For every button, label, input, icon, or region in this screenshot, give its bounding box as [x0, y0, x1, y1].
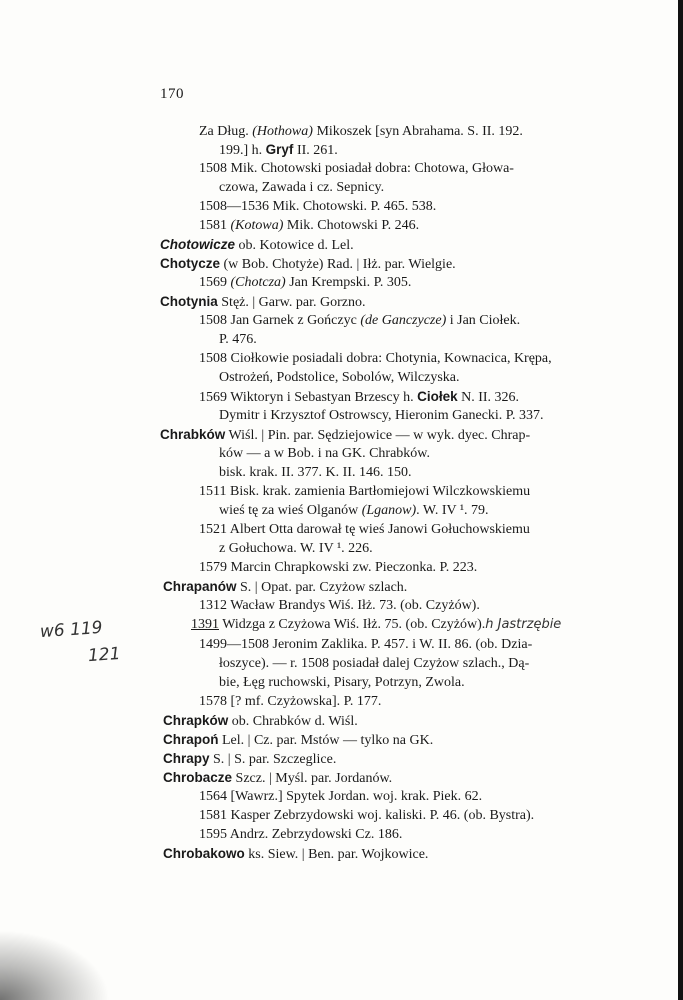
text-line [163, 578, 407, 597]
entry-text: 1508—1536 Mik. Chotowski. P. 465. 538. [199, 199, 437, 214]
entry-text: Mikoszek [syn Abrahama. S. II. 192. [312, 124, 523, 139]
entry-text: bie, Łęg ruchowski, Pisary, Potrzyn, Zwola. [219, 675, 465, 690]
entry-text: S. | Opat. par. Czyżow szlach. [236, 580, 408, 595]
entry-text: 1579 Marcin Chrapkowski zw. Pieczonka. P. 223. [199, 560, 478, 575]
entry-text: ków — a w Bob. i na GK. Chrabków. [219, 446, 431, 461]
entry-headword: Chrapoń [163, 732, 219, 747]
entry-text: 1578 [? mf. Czyżowska]. P. 177. [199, 694, 382, 709]
entry-text: Stęż. | Garw. par. Gorzno. [217, 295, 366, 310]
entry-text: 1595 Andrz. Zebrzydowski Cz. 186. [199, 827, 403, 842]
text-line [199, 636, 532, 654]
entry-text: 1521 Albert Otta darował tę wieś Janowi Gołuchowskiemu [199, 522, 530, 537]
entry-text: Dymitr i Krzysztof Ostrowscy, Hieronim Ganecki. P. 337. [219, 408, 544, 423]
entry-text: II. 261. [293, 143, 338, 158]
text-line [199, 826, 402, 844]
entry-text: 1508 Mik. Chotowski posiadał dobra: Chotowa, Głowa- [199, 161, 514, 176]
entry-text: S. | S. par. Szczeglice. [209, 752, 337, 767]
text-line [199, 807, 534, 825]
text-line [199, 123, 523, 141]
entry-headword: Chrabków [160, 427, 226, 442]
entry-text: 1564 [Wawrz.] Spytek Jordan. woj. krak. Piek. 62. [199, 789, 483, 804]
text-line [199, 559, 477, 577]
text-line [219, 655, 529, 673]
entry-text: (Lganow) [361, 503, 417, 518]
entry-text: 199.] h. [219, 143, 266, 158]
entry-text: Ostrożeń, Podstolice, Sobolów, Wilczyska. [219, 370, 460, 385]
text-line [163, 731, 433, 750]
entry-text: Szcz. | Myśl. par. Jordanów. [232, 771, 393, 786]
text-line [199, 350, 552, 368]
text-line [160, 293, 365, 312]
text-line [219, 179, 384, 197]
entry-text: z Gołuchowa. W. IV ¹. 226. [219, 541, 373, 556]
entry-text: P. 476. [219, 332, 257, 347]
entry-headword: Chotycze [160, 256, 221, 271]
entry-headword: Chotowicze [160, 237, 236, 252]
text-line [163, 845, 428, 864]
entry-text: Za Dług. [199, 124, 253, 139]
entry-text: i Jan Ciołek. [446, 313, 521, 328]
entry-text: Mik. Chotowski P. 246. [283, 218, 420, 233]
text-line [219, 369, 460, 387]
text-line [199, 217, 419, 235]
text-line [163, 712, 358, 731]
text-line [219, 331, 257, 349]
text-line [199, 483, 530, 501]
entry-text: 1569 Wiktoryn i Sebastyan Brzescy h. [199, 390, 418, 405]
text-line [219, 445, 430, 463]
text-line [219, 407, 544, 425]
text-line [219, 540, 373, 558]
entry-text: Jan Krempski. P. 305. [285, 275, 412, 290]
entry-text: czowa, Zawada i cz. Sepnicy. [219, 180, 385, 195]
text-line [199, 693, 381, 711]
entry-text: wieś tę za wieś Olganów [219, 503, 362, 518]
text-line [199, 597, 480, 615]
text-line [191, 616, 561, 634]
text-line [219, 141, 338, 160]
entry-text: ob. Chrabków d. Wiśl. [228, 714, 358, 729]
entry-text: Widzga z Czyżowa Wiś. Iłż. 75. (ob. Czyżów). [219, 617, 486, 632]
text-line [163, 750, 336, 769]
text-line [199, 160, 514, 178]
entry-text: bisk. krak. II. 377. K. II. 146. 150. [219, 465, 412, 480]
entry-headword: Chrapków [163, 713, 229, 728]
entry-text: . W. IV ¹. 79. [416, 503, 489, 518]
entry-text: (Chotcza) [230, 275, 286, 290]
text-line [199, 388, 519, 407]
entry-text: 1569 [199, 275, 231, 290]
handwritten-annotation: h Jastrzębie [485, 617, 562, 632]
text-line [160, 255, 456, 274]
entry-text: 1511 Bisk. krak. zamienia Bartłomiejowi Wilczkowskiemu [199, 484, 531, 499]
entry-headword: Chrapy [163, 751, 210, 766]
entry-text: (w Bob. Chotyże) Rad. | Iłż. par. Wielgie. [220, 257, 456, 272]
text-line [219, 464, 411, 482]
scan-border [678, 0, 683, 1000]
page-number: 170 [160, 86, 184, 102]
text-line [199, 521, 530, 539]
text-line [199, 312, 520, 330]
entry-headword: Chotynia [160, 294, 218, 309]
text-line [160, 426, 530, 445]
text-line [219, 502, 489, 520]
text-line [199, 788, 482, 806]
entry-text: 1499—1508 Jeronim Zaklika. P. 457. i W. II. 86. (ob. Dzia- [199, 637, 533, 652]
entry-headword: Chrobakowo [163, 846, 245, 861]
entry-text: ks. Siew. | Ben. par. Wojkowice. [244, 847, 429, 862]
margin-note-1: w6 119 [39, 617, 104, 643]
entry-text: (Hothowa) [252, 124, 313, 139]
entry-text: 1581 [199, 218, 231, 233]
entry-text: (de Ganczycze) [360, 313, 447, 328]
entry-headword: Chrapanów [163, 579, 237, 594]
text-line [163, 769, 392, 788]
entry-text: 1312 Wacław Brandys Wiś. Iłż. 73. (ob. Czyżów). [199, 598, 480, 613]
entry-text: N. II. 326. [457, 390, 520, 405]
entry-text: ob. Kotowice d. Lel. [235, 238, 354, 253]
entry-headword: Gryf [265, 142, 294, 157]
entry-headword: Chrobacze [163, 770, 233, 785]
entry-text: 1508 Jan Garnek z Gończyc [199, 313, 361, 328]
entry-text: Wiśl. | Pin. par. Sędziejowice — w wyk. dyec. Chrap- [225, 428, 531, 443]
margin-note-2: 121 [87, 643, 122, 667]
text-line [199, 274, 411, 292]
entry-text: (Kotowa) [230, 218, 284, 233]
entry-headword: Ciołek [417, 389, 458, 404]
text-line [199, 198, 436, 216]
entry-text: Lel. | Cz. par. Mstów — tylko na GK. [218, 733, 434, 748]
entry-text: 1581 Kasper Zebrzydowski woj. kaliski. P. 46. (ob. Bystra). [199, 808, 535, 823]
entry-text: łoszyce). — r. 1508 posiadał dalej Czyżow szlach., Dą- [219, 656, 530, 671]
entry-text: 1508 Ciołkowie posiadali dobra: Chotynia, Kownacica, Krępa, [199, 351, 552, 366]
text-line [160, 236, 354, 255]
text-line [219, 674, 465, 692]
scan-noise [0, 930, 110, 1000]
entry-text: 1391 [191, 617, 219, 632]
